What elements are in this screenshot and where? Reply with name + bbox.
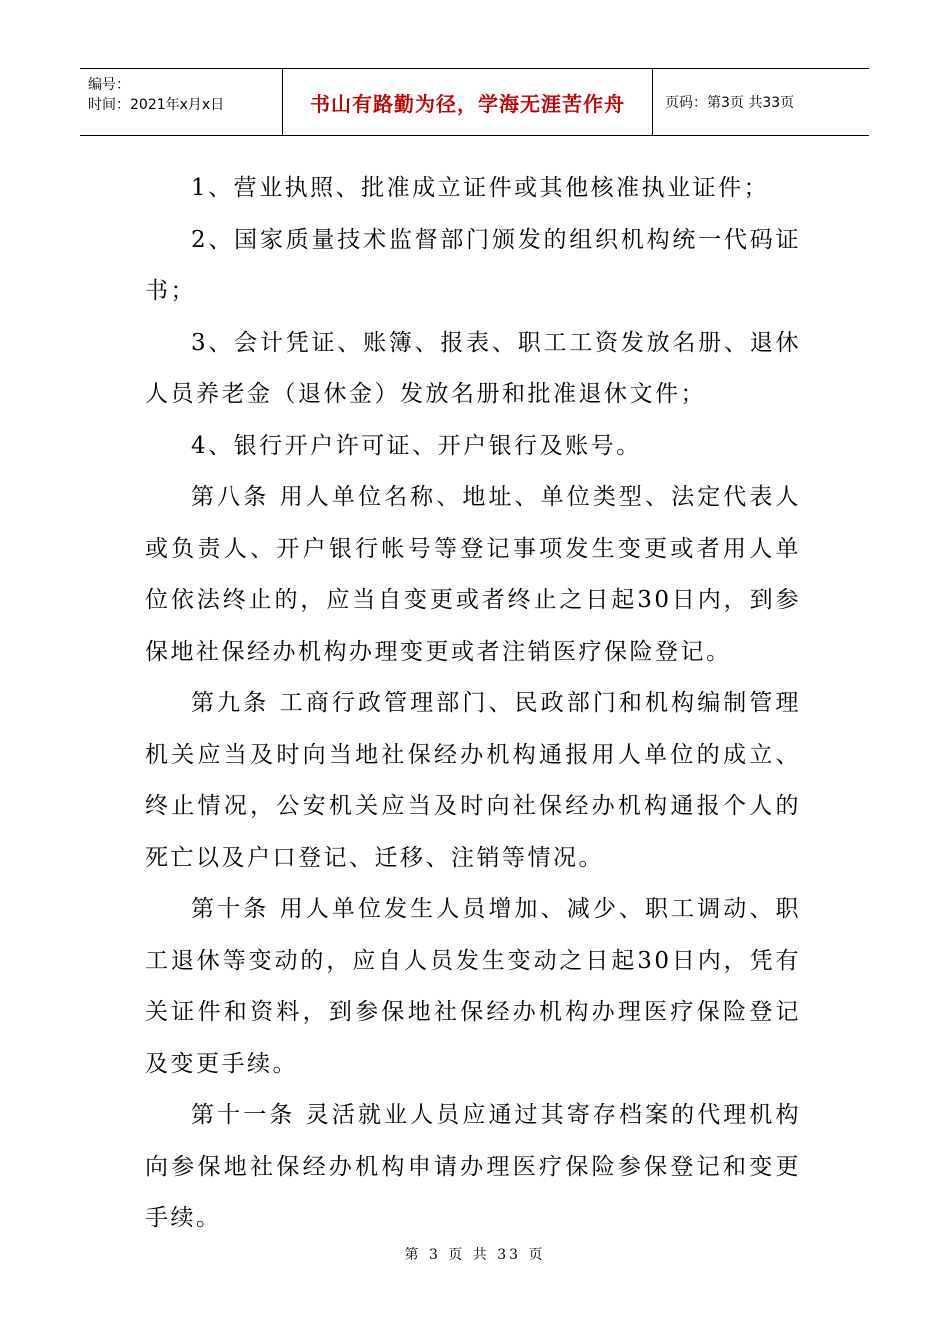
- header-meta: [80, 69, 282, 135]
- header-motto: 书山有路勤为径，学海无涯苦作舟: [282, 69, 653, 135]
- article-9: 第九条 工商行政管理部门、民政部门和机构编制管理机关应当及时向当地社保经办机构通报用人单位的成立、终止情况，公安机关应当及时向社保经办机构通报个人的死亡以及户口登记、迁移、注销等情况。: [145, 690, 801, 871]
- paragraph-item-1: 1、营业执照、批准成立证件或其他核准执业证件；: [191, 175, 770, 201]
- paragraph-item-3: 3、会计凭证、账簿、报表、职工工资发放名册、退休人员养老金（退休金）发放名册和批准退休文件；: [145, 329, 801, 407]
- article-11: 第十一条 灵活就业人员应通过其寄存档案的代理机构向参保地社保经办机构申请办理医疗保险参保登记和变更手续。: [145, 1102, 801, 1231]
- page-footer: 第 3 页 共 33 页: [404, 1247, 546, 1263]
- page-header: [80, 68, 869, 136]
- document-body: [145, 163, 801, 1245]
- paragraph-item-2: 2、国家质量技术监督部门颁发的组织机构统一代码证书；: [145, 226, 801, 304]
- article-10: 第十条 用人单位发生人员增加、减少、职工调动、职工退休等变动的，应自人员发生变动之日起30日内，凭有关证件和资料，到参保地社保经办机构办理医疗保险登记及变更手续。: [145, 896, 801, 1077]
- date-label: 时间：2021年x月x日: [88, 97, 225, 113]
- article-8: 第八条 用人单位名称、地址、单位类型、法定代表人或负责人、开户银行帐号等登记事项发生变更或者用人单位依法终止的，应当自变更或者终止之日起30日内，到参保地社保经办机构办理变更或者注销医疗保险登记。: [145, 484, 801, 665]
- header-page-info: 页码：第3页 共33页: [665, 95, 795, 111]
- paragraph-item-4: 4、银行开户许可证、开户银行及账号。: [191, 432, 642, 459]
- serial-number-label: 编号：: [88, 77, 130, 93]
